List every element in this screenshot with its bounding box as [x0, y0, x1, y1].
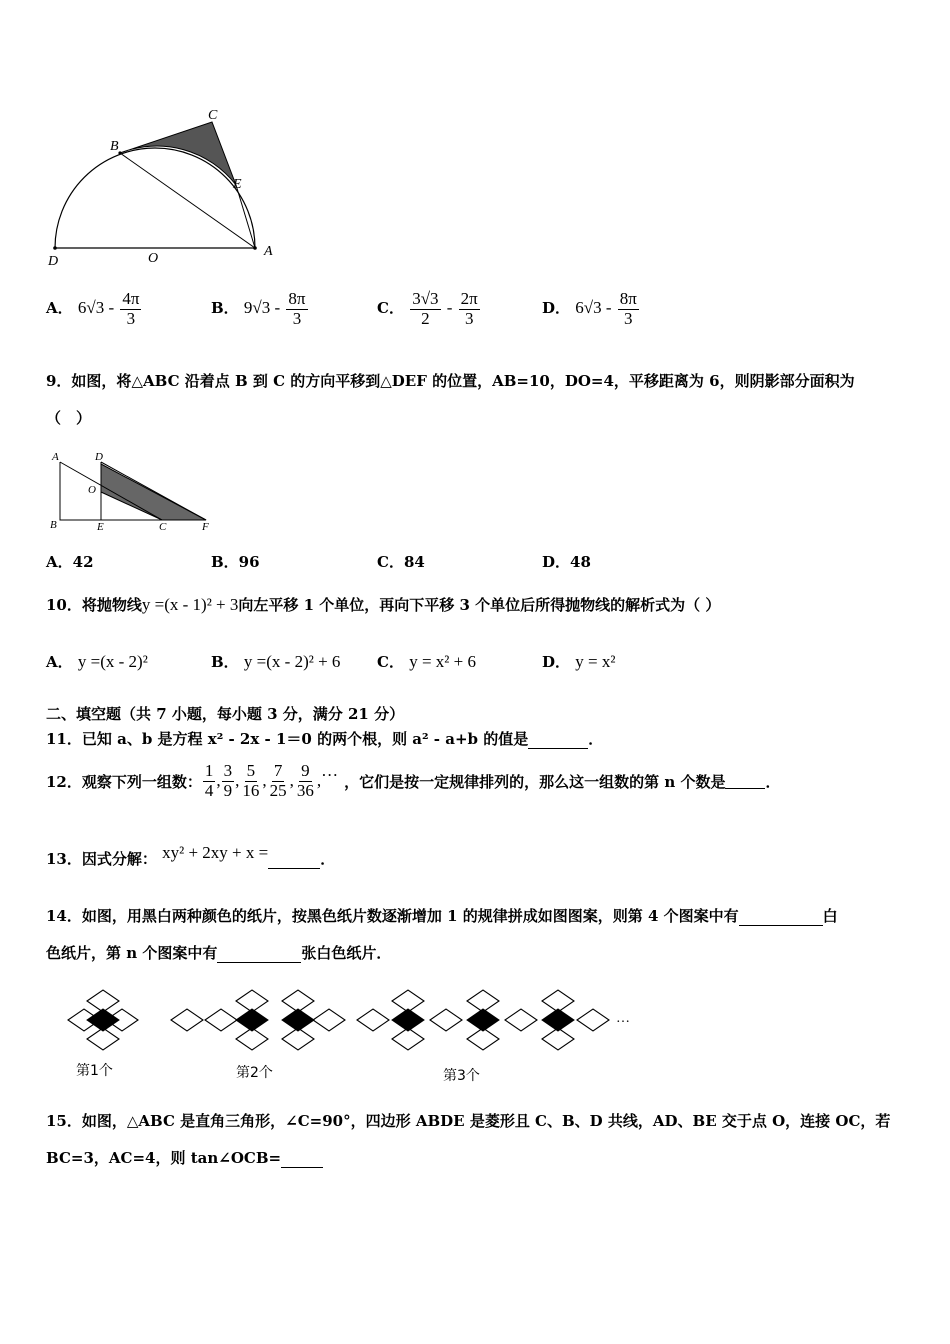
- caption-1: 第1个: [76, 1063, 113, 1079]
- chord-ab: [120, 153, 255, 248]
- q12-fraction: $\frac{1}{4}$: [204, 761, 214, 800]
- shaded-region: [120, 122, 236, 185]
- q15-line1: 15．如图，△ABC 是直角三角形，∠C=90°，四边形 ABDE 是菱形且 C、B、D 共线，AD、BE 交于点 O，连接 OC，若: [46, 1112, 891, 1130]
- label-f: F: [202, 521, 209, 533]
- q10-option-d: D． y = x²: [542, 652, 616, 671]
- q13-text: 13．因式分解： xy² + 2xy + x = ．: [46, 843, 336, 868]
- black-square: [392, 1009, 424, 1031]
- dots: …: [616, 1011, 630, 1026]
- label-d: D: [95, 451, 103, 463]
- q10-option-c: C． y = x² + 6: [377, 652, 476, 671]
- label-c: C: [208, 108, 218, 123]
- q10-text: 10．将抛物线y =(x - 1)² + 3向左平移 1 个单位，再向下平移 3 个单位后所得抛物线的解析式为（ ）: [46, 595, 721, 614]
- q12-text: 12．观察下列一组数： $\frac{1}{4}$ , $\frac{3}{9}$ , $\frac{5}{16}$ , $\frac{7}{25}$ , $\frac{9}{36}$ , … ，它们是按一定规律排列的，那么这一组数的第 n 个数是 ．: [46, 761, 781, 800]
- q12-fraction: $\frac{7}{25}$: [269, 761, 287, 800]
- label-b: B: [110, 139, 119, 154]
- q15-line2: BC=3，AC=4，则 tan∠OCB=: [46, 1147, 323, 1168]
- q12-fraction: $\frac{5}{16}$: [242, 761, 260, 800]
- q9-paren: （ ）: [46, 409, 92, 427]
- label-b: B: [50, 519, 57, 531]
- black-square: [542, 1009, 574, 1031]
- q8-option-a: A． 6√3 - $\frac{4\pi}{3}$: [46, 289, 140, 328]
- q8-option-b: B． 9√3 - $\frac{8\pi}{3}$: [211, 289, 306, 328]
- chord-ae: [236, 185, 255, 248]
- q14-line1: 14．如图，用黑白两种颜色的纸片，按黑色纸片数逐渐增加 1 的规律拼成如图图案，则第 4 个图案中有 白: [46, 907, 838, 925]
- section-2-heading: 二、填空题（共 7 小题，每小题 3 分，满分 21 分）: [46, 705, 405, 723]
- caption-2: 第2个: [236, 1065, 273, 1081]
- q9-option-d: D．48: [542, 553, 591, 571]
- black-square: [282, 1009, 314, 1031]
- q14-figure: [46, 982, 646, 1087]
- label-d: D: [48, 254, 59, 269]
- label-o: O: [88, 484, 96, 496]
- black-square: [467, 1009, 499, 1031]
- label-c: C: [159, 521, 167, 533]
- q8-option-d: D． 6√3 - $\frac{8\pi}{3}$: [542, 289, 637, 328]
- q11-text: 11．已知 a、b 是方程 x² - 2x - 1＝0 的两个根，则 a² - a+b 的值是 ．: [46, 730, 604, 748]
- q8-figure: [40, 100, 290, 275]
- label-a: A: [52, 451, 59, 463]
- label-a: A: [264, 244, 273, 259]
- q10-option-a: A． y =(x - 2)²: [46, 652, 148, 671]
- q9-option-c: C．84: [377, 553, 425, 571]
- q9-figure: [46, 448, 216, 536]
- q9-option-b: B．96: [211, 553, 260, 571]
- black-square: [236, 1009, 268, 1031]
- q9-text: 9．如图，将△ABC 沿着点 B 到 C 的方向平移到△DEF 的位置，AB=10，DO=4，平移距离为 6，则阴影部分面积为: [46, 372, 855, 390]
- black-square: [87, 1009, 119, 1031]
- label-o: O: [148, 251, 159, 266]
- caption-3: 第3个: [443, 1068, 480, 1084]
- label-e: E: [97, 521, 104, 533]
- label-e: E: [233, 177, 242, 192]
- q12-fraction: $\frac{3}{9}$: [223, 761, 233, 800]
- q12-fraction: $\frac{9}{36}$: [296, 761, 314, 800]
- q8-option-c: C． $\frac{3√3}{2}$ - $\frac{2\pi}{3}$: [377, 289, 478, 328]
- q10-option-b: B． y =(x - 2)² + 6: [211, 652, 341, 671]
- q9-option-a: A．42: [46, 553, 94, 571]
- q14-line2: 色纸片，第 n 个图案中有 张白色纸片．: [46, 944, 392, 962]
